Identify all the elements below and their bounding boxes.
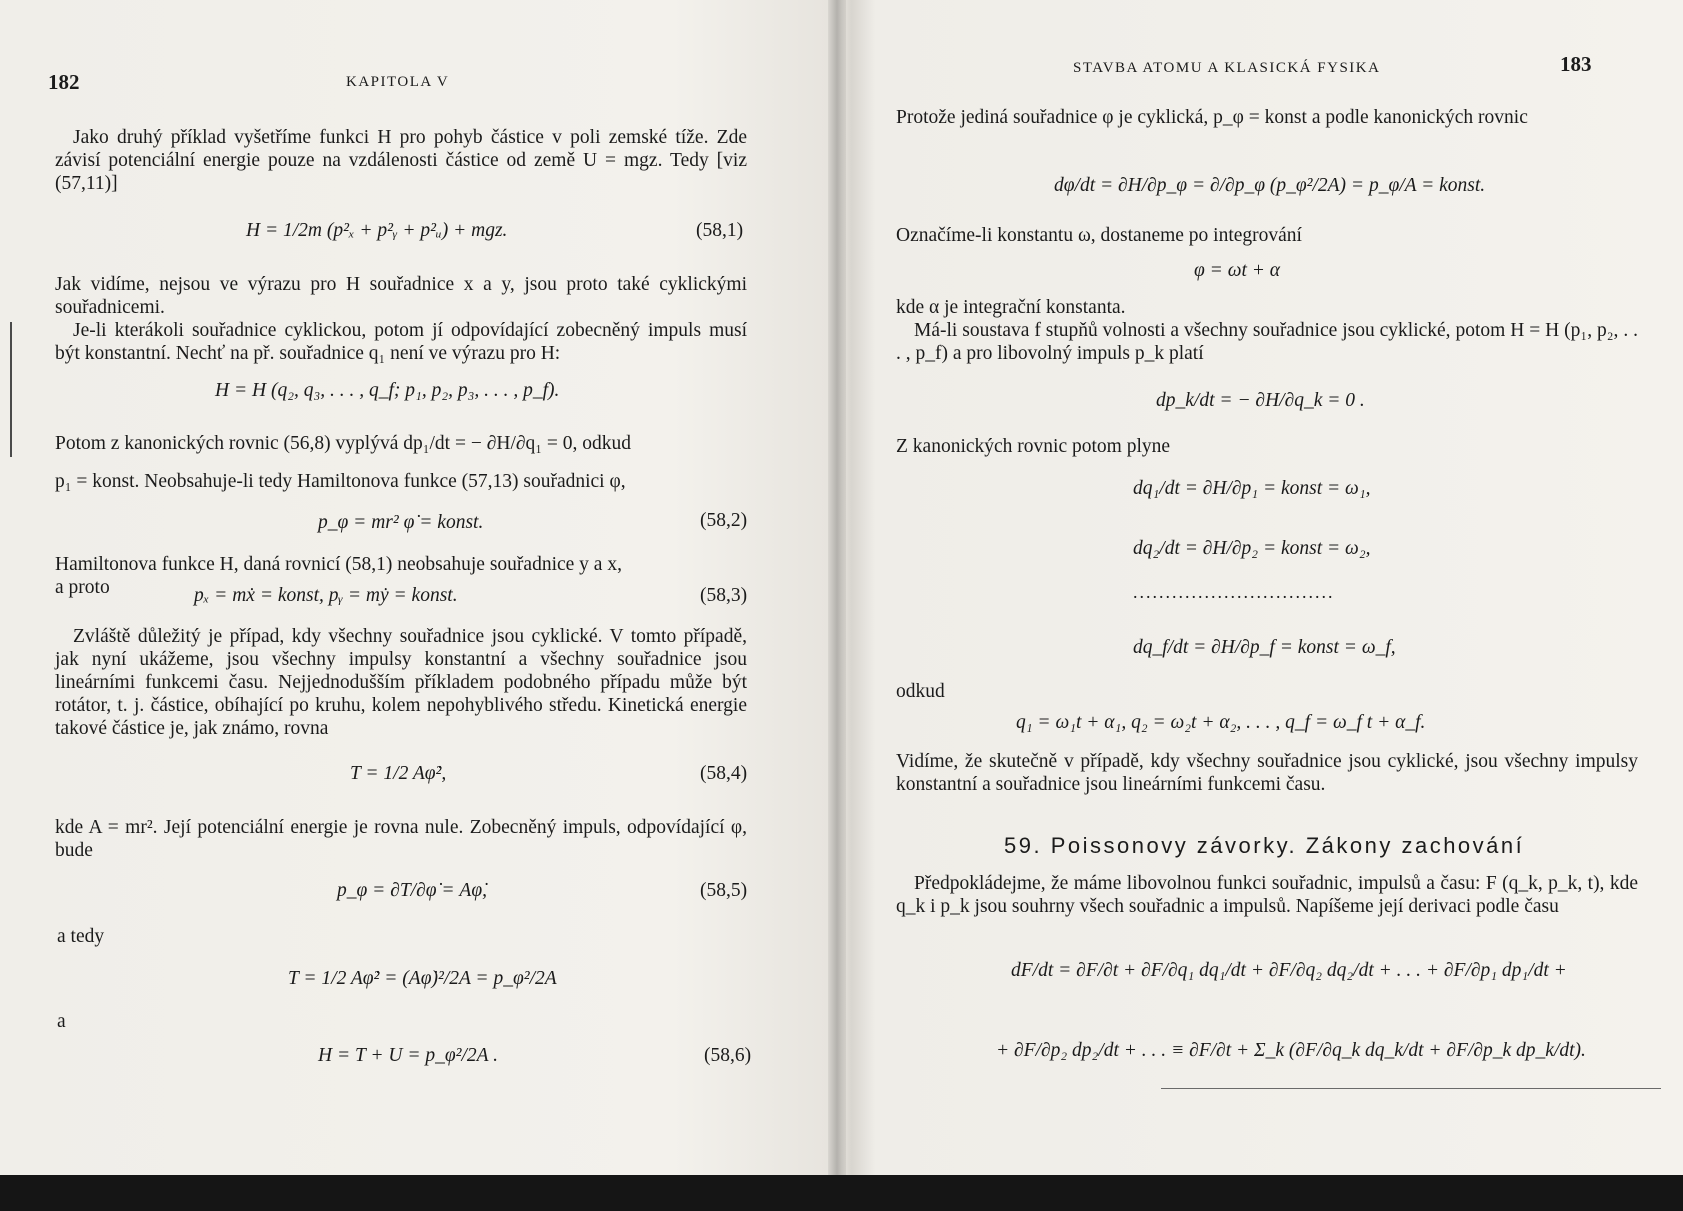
paragraph: kde A = mr². Její potenciální energie je rovna nule. Zobecněný impuls, odpovídající φ, bude — [55, 817, 747, 861]
paragraph: Jak vidíme, nejsou ve výrazu pro H souřadnice x a y, jsou proto také cyklickými souřadnicemi. — [55, 274, 747, 318]
scan-bottom-edge — [0, 1175, 1683, 1211]
paragraph: Má-li soustava f stupňů volnosti a všechny souřadnice jsou cyklické, potom H = H (p₁, p₂, . . . , p_f) a pro libovolný impuls p_k platí — [896, 320, 1638, 364]
text-line: a proto — [55, 577, 110, 598]
equation-58-3: pₓ = mẋ = konst, pᵧ = mẏ = konst. — [194, 585, 458, 606]
equation-number: (58,3) — [700, 585, 748, 606]
equation-qs: q₁ = ω₁t + α₁, q₂ = ω₂t + α₂, . . . , q_f = ω_f t + α_f. — [1016, 712, 1426, 733]
paragraph: Protože jediná souřadnice φ je cyklická, p_φ = konst a podle kanonických rovnic — [896, 107, 1528, 128]
equation-number: (58,5) — [700, 880, 748, 901]
text-line: odkud — [896, 681, 945, 702]
equation-t: T = 1/2 Aφ̇² = (Aφ̇)²/2A = p_φ²/2A — [288, 968, 557, 989]
equation-dq2: dq₂/dt = ∂H/∂p₂ = konst = ω₂, — [1133, 538, 1371, 559]
equation-58-5: p_φ = ∂T/∂φ̇ = Aφ̇, — [337, 880, 488, 901]
equation-58-6: H = T + U = p_φ²/2A . — [318, 1045, 498, 1066]
margin-mark — [10, 322, 12, 457]
section-heading: 59. Poissonovy závorky. Zákony zachování — [1004, 833, 1525, 858]
equation-dpk: dp_k/dt = − ∂H/∂q_k = 0 . — [1156, 390, 1365, 411]
right-page-number: 183 — [1560, 52, 1592, 76]
text-line: Hamiltonova funkce H, daná rovnicí (58,1) neobsahuje souřadnice y a x, — [55, 554, 622, 575]
text-line: Označíme-li konstantu ω, dostaneme po integrování — [896, 225, 1302, 246]
right-page — [846, 0, 1683, 1175]
text-line: Potom z kanonických rovnic (56,8) vyplývá dp₁/dt = − ∂H/∂q₁ = 0, odkud — [55, 433, 632, 454]
paragraph: Vidíme, že skutečně v případě, kdy všechny souřadnice jsou cyklické, jsou všechny impulsy konstantní a souřadnice jsou lineárními funkcemi času. — [896, 751, 1638, 795]
dots-row: ............................... — [1133, 582, 1335, 602]
equation-dq1: dq₁/dt = ∂H/∂p₁ = konst = ω₁, — [1133, 478, 1371, 499]
equation-dphi: dφ/dt = ∂H/∂p_φ = ∂/∂p_φ (p_φ²/2A) = p_φ/A = konst. — [1054, 175, 1486, 196]
right-running-head: STAVBA ATOMU A KLASICKÁ FYSIKA — [1073, 60, 1381, 76]
text-line: a — [57, 1011, 66, 1032]
paragraph: Předpokládejme, že máme libovolnou funkci souřadnic, impulsů a času: F (q_k, p_k, t), kde q_k i p_k jsou souhrny všech souřadnic a impulsů. Napíšeme její derivaci podle času — [896, 873, 1638, 917]
text-line: Z kanonických rovnic potom plyne — [896, 436, 1171, 457]
paragraph: Je-li kterákoli souřadnice cyklickou, potom jí odpovídající zobecněný impuls musí být konstantní. Nechť na př. souřadnice q₁ není ve výrazu pro H: — [55, 320, 747, 364]
equation-h-general: H = H (q₂, q₃, . . . , q_f; p₁, p₂, p₃, . . . , p_f). — [215, 380, 560, 401]
left-page-number: 182 — [48, 70, 80, 94]
equation-number: (58,2) — [700, 510, 748, 531]
book-gutter — [828, 0, 846, 1175]
equation-58-2: p_φ = mr² φ̇ = konst. — [318, 512, 484, 533]
paragraph: Zvláště důležitý je případ, kdy všechny souřadnice jsou cyklické. V tomto případě, jak nyní ukážeme, jsou všechny impulsy konstantní a všechny souřadnice jsou lineárními funkcemi času. Nejjednodušším příkladem podobného případu může být rotátor, t. j. částice, obíhající po kruhu, kolem nepohyblivého středu. Kinetická energie takové částice je, jak známo, rovna — [55, 626, 747, 739]
equation-number: (58,1) — [696, 220, 744, 241]
text-line: p₁ = konst. Neobsahuje-li tedy Hamiltonova funkce (57,13) souřadnici φ, — [55, 471, 626, 492]
equation-df-line1: dF/dt = ∂F/∂t + ∂F/∂q₁ dq₁/dt + ∂F/∂q₂ dq₂/dt + . . . + ∂F/∂p₁ dp₁/dt + — [1011, 960, 1567, 981]
equation-58-1: H = 1/2m (p²ₓ + p²ᵧ + p²ᵤ) + mgz. — [246, 220, 508, 241]
equation-number: (58,6) — [704, 1045, 752, 1066]
text-line: a tedy — [57, 926, 105, 947]
equation-number: (58,4) — [700, 763, 748, 784]
left-running-head: KAPITOLA V — [346, 74, 450, 90]
footnote-rule — [1161, 1088, 1661, 1089]
equation-58-4: T = 1/2 Aφ̇², — [350, 763, 447, 784]
equation-phi: φ = ωt + α — [1194, 260, 1281, 281]
paragraph: Jako druhý příklad vyšetříme funkci H pro pohyb částice v poli zemské tíže. Zde závisí potenciální energie pouze na vzdálenosti částice od země U = mgz. Tedy [viz (57,11)] — [55, 127, 747, 194]
equation-dqf: dq_f/dt = ∂H/∂p_f = konst = ω_f, — [1133, 637, 1396, 658]
left-page — [0, 0, 828, 1175]
equation-df-line2: + ∂F/∂p₂ dp₂/dt + . . . ≡ ∂F/∂t + Σ_k (∂F/∂q_k dq_k/dt + ∂F/∂p_k dp_k/dt). — [996, 1040, 1586, 1061]
text-line: kde α je integrační konstanta. — [896, 297, 1126, 318]
